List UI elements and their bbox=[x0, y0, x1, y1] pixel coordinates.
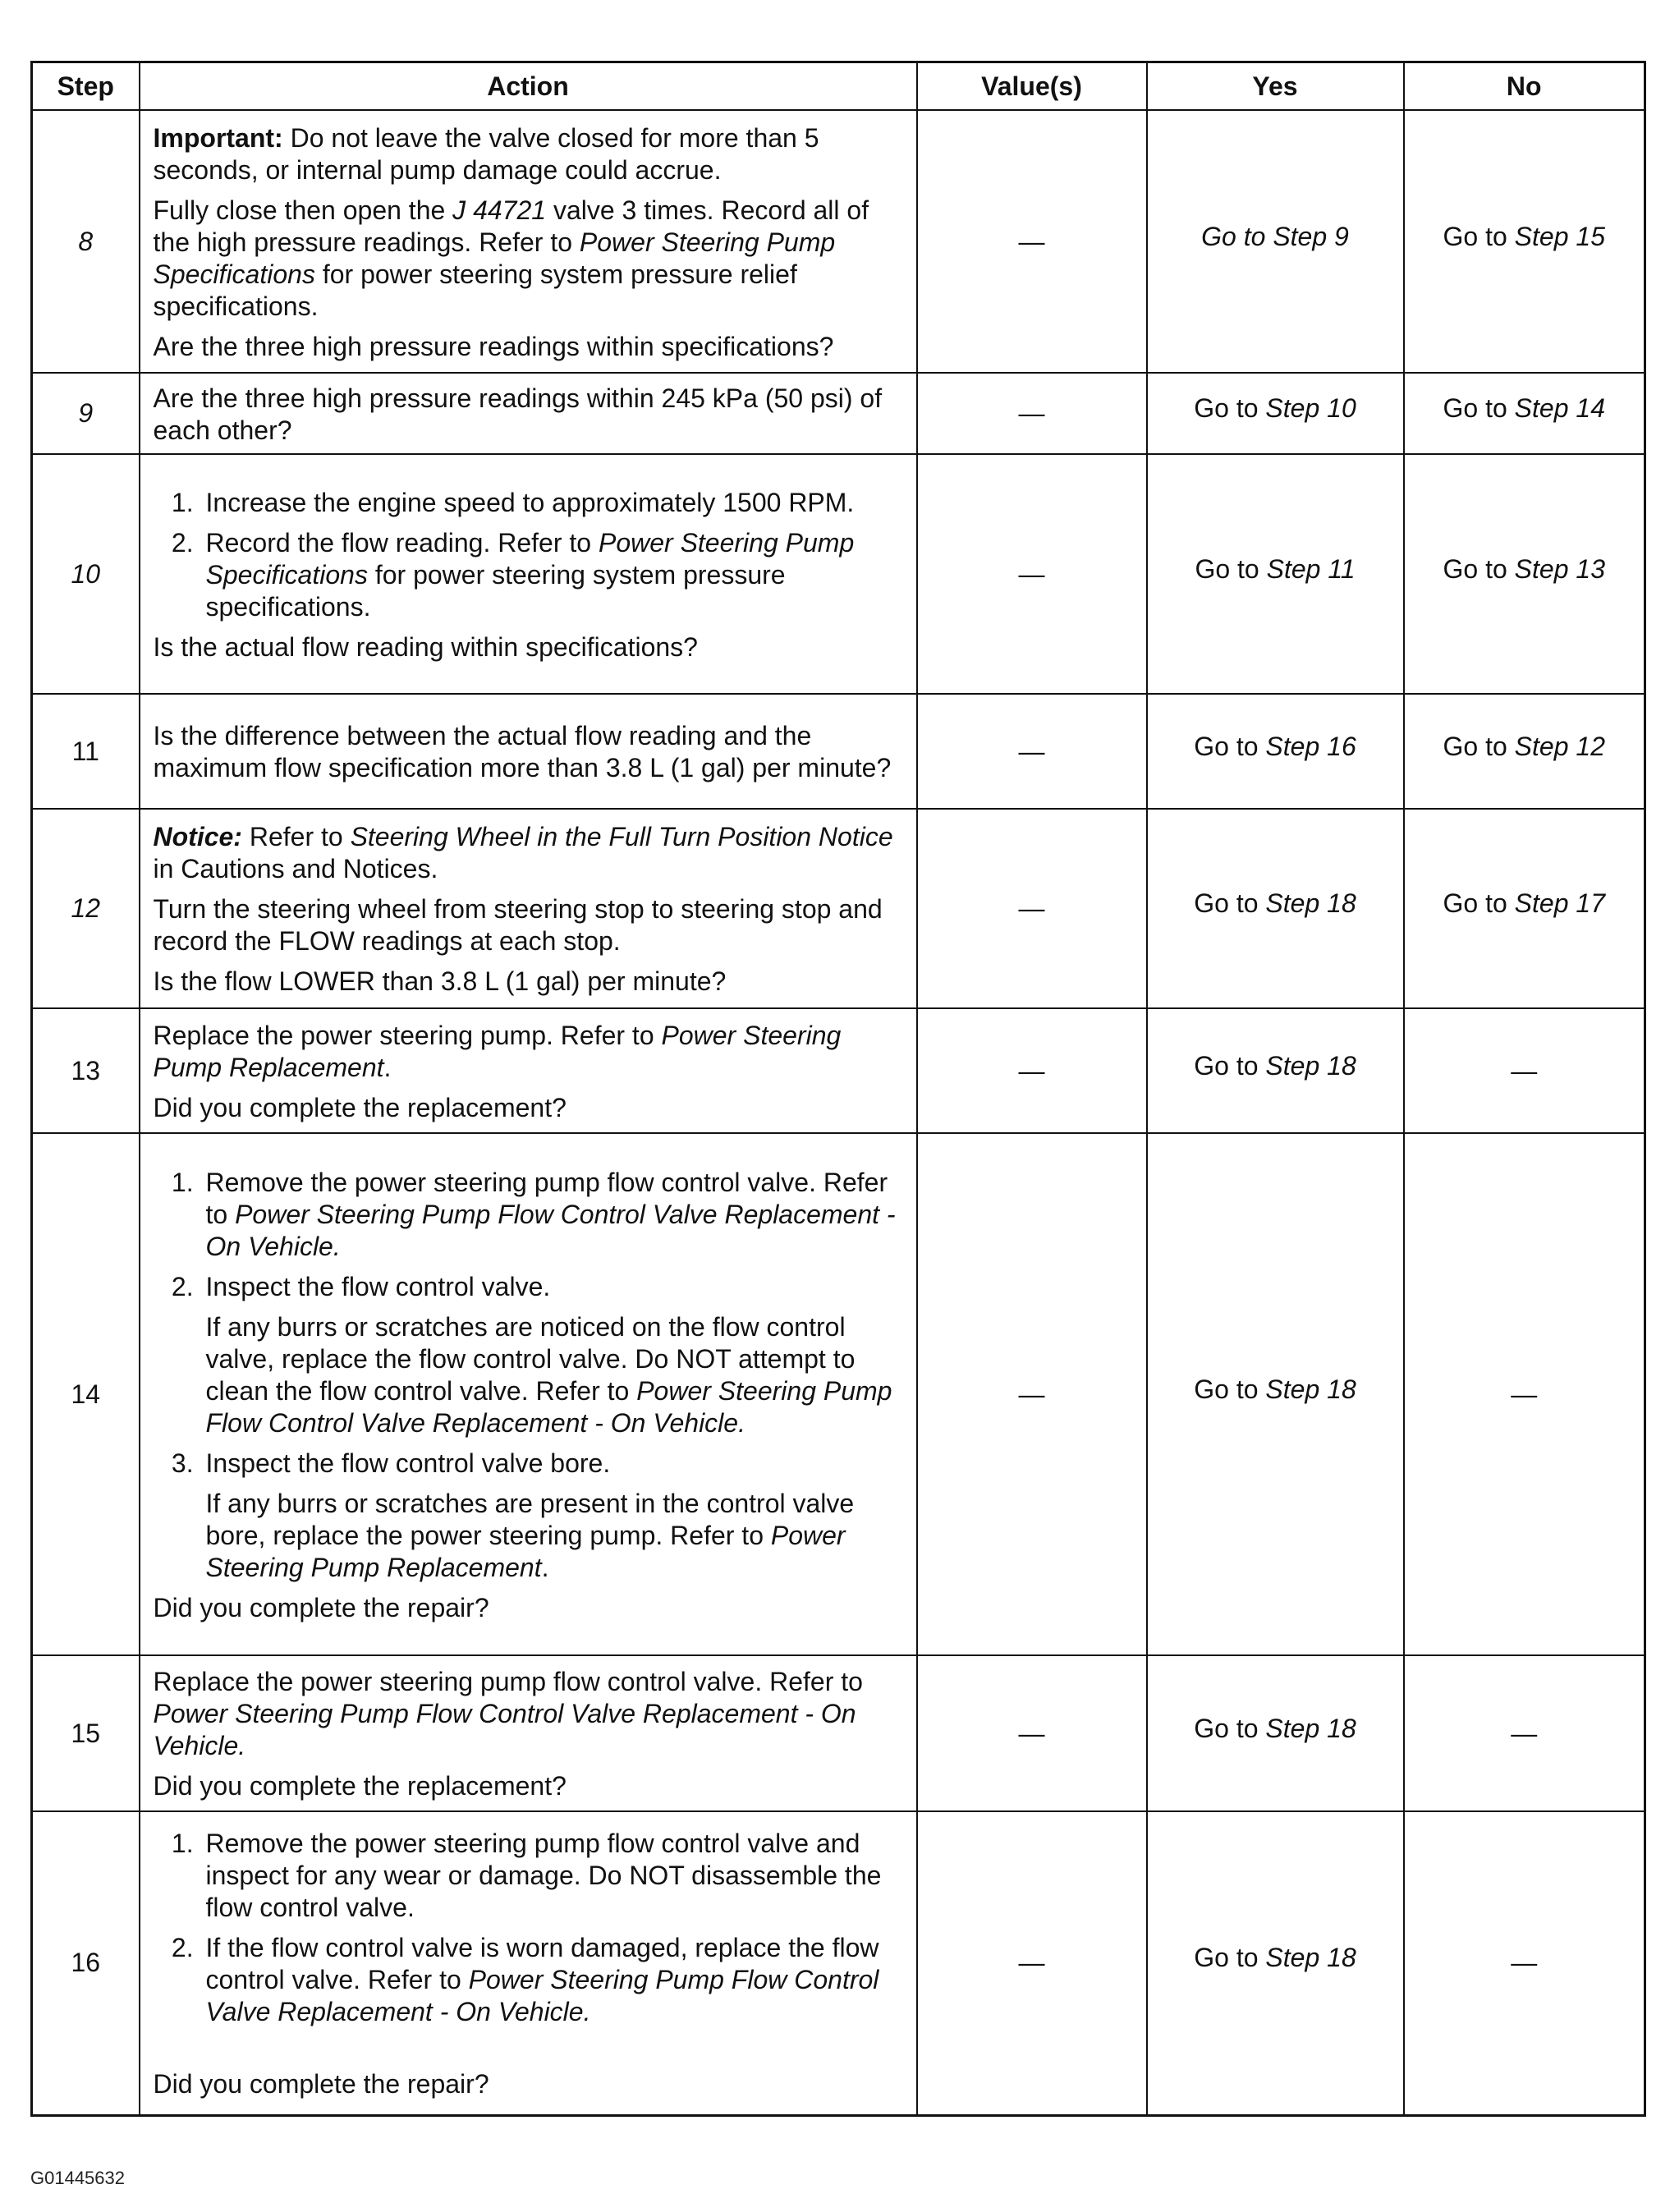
yes-cell: Go to Step 18 bbox=[1147, 809, 1404, 1008]
question: Did you complete the repair? bbox=[153, 1592, 489, 1622]
doc-reference: Power Steering Pump Flow Control Valve Replacement - On Vehicle. bbox=[205, 1964, 879, 2026]
action-cell bbox=[140, 1133, 917, 1655]
yes-cell: Go to Step 10 bbox=[1147, 373, 1404, 454]
table-row-step-10 bbox=[32, 454, 1645, 694]
numbered-list bbox=[154, 1167, 903, 1584]
question: Did you complete the replacement? bbox=[153, 1771, 567, 1801]
action-cell bbox=[140, 454, 917, 694]
step-number: 8 bbox=[32, 110, 140, 373]
instruction: Replace the power steering pump flow control valve. Refer to Power Steering Pump Flow Control Valve Replacement - On Vehicle. bbox=[153, 1667, 863, 1760]
numbered-list bbox=[154, 1828, 903, 2028]
value-cell: — bbox=[917, 694, 1147, 809]
no-step-ref: Step 12 bbox=[1514, 731, 1605, 761]
yes-step-ref: Step 11 bbox=[1266, 553, 1356, 584]
yes-cell: Go to Step 18 bbox=[1147, 1133, 1404, 1655]
no-cell: Go to Step 17 bbox=[1404, 809, 1645, 1008]
list-item: 1. Remove the power steering pump flow control valve and inspect for any wear or damage. Do NOT disassemble the flow control valve. bbox=[201, 1828, 903, 1924]
list-item: 1. Increase the engine speed to approximately 1500 RPM. bbox=[201, 487, 903, 519]
header-no: No bbox=[1404, 62, 1645, 111]
header-action: Action bbox=[140, 62, 917, 111]
table-row-step-11 bbox=[32, 694, 1645, 809]
question: Did you complete the repair? bbox=[153, 2068, 489, 2099]
doc-reference: Power Steering Pump Specifications bbox=[153, 227, 836, 289]
no-cell: — bbox=[1404, 1811, 1645, 2115]
no-cell: — bbox=[1404, 1008, 1645, 1133]
doc-reference: Power Steering Pump Flow Control Valve Replacement - On Vehicle. bbox=[205, 1199, 896, 1261]
table-row-step-14 bbox=[32, 1133, 1645, 1655]
question: Are the three high pressure readings within specifications? bbox=[153, 331, 834, 361]
notice-label: Notice: bbox=[153, 822, 242, 851]
question: Are the three high pressure readings within 245 kPa (50 psi) of each other? bbox=[153, 383, 883, 445]
action-cell bbox=[140, 1811, 917, 2115]
diagnostic-table bbox=[30, 61, 1646, 2117]
action-cell bbox=[140, 694, 917, 809]
value-cell: — bbox=[917, 373, 1147, 454]
question: Is the difference between the actual flow reading and the maximum flow specification more than 3.8 L (1 gal) per minute? bbox=[153, 721, 892, 782]
table-row-step-8 bbox=[32, 110, 1645, 373]
instruction: Fully close then open the J 44721 valve 3 times. Record all of the high pressure readings. Refer to Power Steering Pump Specifications for power steering system pressure relief specifications. bbox=[153, 195, 869, 321]
list-item: 2. If the flow control valve is worn damaged, replace the flow control valve. Refer to Power Steering Pump Flow Control Valve Replacement - On Vehicle. bbox=[201, 1932, 903, 2028]
instruction: Replace the power steering pump. Refer to Power Steering Pump Replacement. bbox=[153, 1020, 842, 1082]
list-item: 3. Inspect the flow control valve bore. If any burrs or scratches are present in the control valve bore, replace the power steering pump. Refer to Power Steering Pump Replacement. bbox=[201, 1448, 903, 1584]
no-step-ref: Step 13 bbox=[1514, 553, 1605, 584]
action-cell bbox=[140, 373, 917, 454]
step-number: 15 bbox=[32, 1655, 140, 1811]
yes-cell: Go to Step 9 bbox=[1147, 110, 1404, 373]
action-cell bbox=[140, 809, 917, 1008]
list-item: 2. Inspect the flow control valve. If any burrs or scratches are noticed on the flow control valve, replace the flow control valve. Do NOT attempt to clean the flow control valve. Refer to Power Steering Pump Flow Control Valve Replacement - On Vehicle. bbox=[201, 1271, 903, 1439]
step-number: 16 bbox=[32, 1811, 140, 2115]
yes-step-ref: Step 10 bbox=[1265, 393, 1356, 423]
doc-reference: Power Steering Pump Specifications bbox=[205, 527, 855, 590]
doc-reference: Power Steering Pump Flow Control Valve Replacement - On Vehicle. bbox=[153, 1699, 856, 1760]
step-number: 14 bbox=[32, 1133, 140, 1655]
no-cell: Go to Step 12 bbox=[1404, 694, 1645, 809]
doc-reference: Power Steering Pump Flow Control Valve Replacement - On Vehicle. bbox=[205, 1375, 892, 1438]
action-cell bbox=[140, 110, 917, 373]
table-row-step-12 bbox=[32, 809, 1645, 1008]
no-step-ref: Step 14 bbox=[1514, 393, 1605, 423]
notice-note: Notice: Refer to Steering Wheel in the Full Turn Position Notice in Cautions and Notices. bbox=[153, 822, 893, 883]
yes-cell: Go to Step 16 bbox=[1147, 694, 1404, 809]
yes-step-ref: Step 9 bbox=[1273, 221, 1349, 251]
question: Is the actual flow reading within specifications? bbox=[153, 631, 698, 662]
yes-cell: Go to Step 11 bbox=[1147, 454, 1404, 694]
doc-reference: Power Steering Pump Replacement bbox=[153, 1020, 842, 1082]
list-item: 1. Remove the power steering pump flow control valve. Refer to Power Steering Pump Flow Control Valve Replacement - On Vehicle. bbox=[201, 1167, 903, 1263]
yes-cell: Go to Step 18 bbox=[1147, 1811, 1404, 2115]
header-yes: Yes bbox=[1147, 62, 1404, 111]
no-cell: — bbox=[1404, 1133, 1645, 1655]
figure-code: G01445632 bbox=[30, 2168, 125, 2188]
yes-step-ref: Step 16 bbox=[1265, 731, 1356, 761]
step-number: 9 bbox=[32, 373, 140, 454]
table-row-step-16 bbox=[32, 1811, 1645, 2115]
doc-reference: Steering Wheel in the Full Turn Position Notice bbox=[350, 822, 893, 851]
yes-step-ref: Step 18 bbox=[1265, 1943, 1356, 1973]
spacer bbox=[154, 2036, 903, 2068]
numbered-list bbox=[154, 487, 903, 623]
step-number: 13 bbox=[32, 1008, 140, 1133]
no-step-ref: Step 17 bbox=[1514, 888, 1605, 918]
important-note: Important: Do not leave the valve closed for more than 5 seconds, or internal pump damage could accrue. bbox=[153, 122, 819, 185]
value-cell: — bbox=[917, 809, 1147, 1008]
yes-step-ref: Step 18 bbox=[1265, 1374, 1356, 1404]
value-cell: — bbox=[917, 110, 1147, 373]
no-cell: — bbox=[1404, 1655, 1645, 1811]
action-cell bbox=[140, 1655, 917, 1811]
no-cell: Go to Step 14 bbox=[1404, 373, 1645, 454]
question: Did you complete the replacement? bbox=[153, 1092, 567, 1122]
no-cell: Go to Step 13 bbox=[1404, 454, 1645, 694]
step-number: 10 bbox=[32, 454, 140, 694]
important-label: Important: bbox=[153, 122, 283, 153]
no-cell: Go to Step 15 bbox=[1404, 110, 1645, 373]
yes-step-ref: Step 18 bbox=[1265, 888, 1356, 918]
instruction: Turn the steering wheel from steering stop to steering stop and record the FLOW readings at each stop. bbox=[153, 894, 883, 956]
no-step-ref: Step 15 bbox=[1514, 221, 1605, 251]
doc-reference: Power Steering Pump Replacement bbox=[205, 1520, 846, 1582]
header-values: Value(s) bbox=[917, 62, 1147, 111]
table-row-step-15 bbox=[32, 1655, 1645, 1811]
yes-cell: Go to Step 18 bbox=[1147, 1008, 1404, 1133]
yes-step-ref: Step 18 bbox=[1265, 1050, 1356, 1081]
header-row bbox=[32, 62, 1645, 111]
value-cell: — bbox=[917, 1655, 1147, 1811]
list-item: 2. Record the flow reading. Refer to Power Steering Pump Specifications for power steering system pressure specifications. bbox=[201, 527, 903, 623]
yes-step-ref: Step 18 bbox=[1265, 1713, 1356, 1743]
value-cell: — bbox=[917, 1133, 1147, 1655]
yes-cell: Go to Step 18 bbox=[1147, 1655, 1404, 1811]
action-cell bbox=[140, 1008, 917, 1133]
question: Is the flow LOWER than 3.8 L (1 gal) per minute? bbox=[153, 966, 727, 996]
table-row-step-9 bbox=[32, 373, 1645, 454]
value-cell: — bbox=[917, 1811, 1147, 2115]
step-number: 11 bbox=[32, 694, 140, 809]
tool-ref: J 44721 bbox=[452, 195, 547, 225]
value-cell: — bbox=[917, 454, 1147, 694]
header-step: Step bbox=[32, 62, 140, 111]
value-cell: — bbox=[917, 1008, 1147, 1133]
table-row-step-13 bbox=[32, 1008, 1645, 1133]
step-number: 12 bbox=[32, 809, 140, 1008]
